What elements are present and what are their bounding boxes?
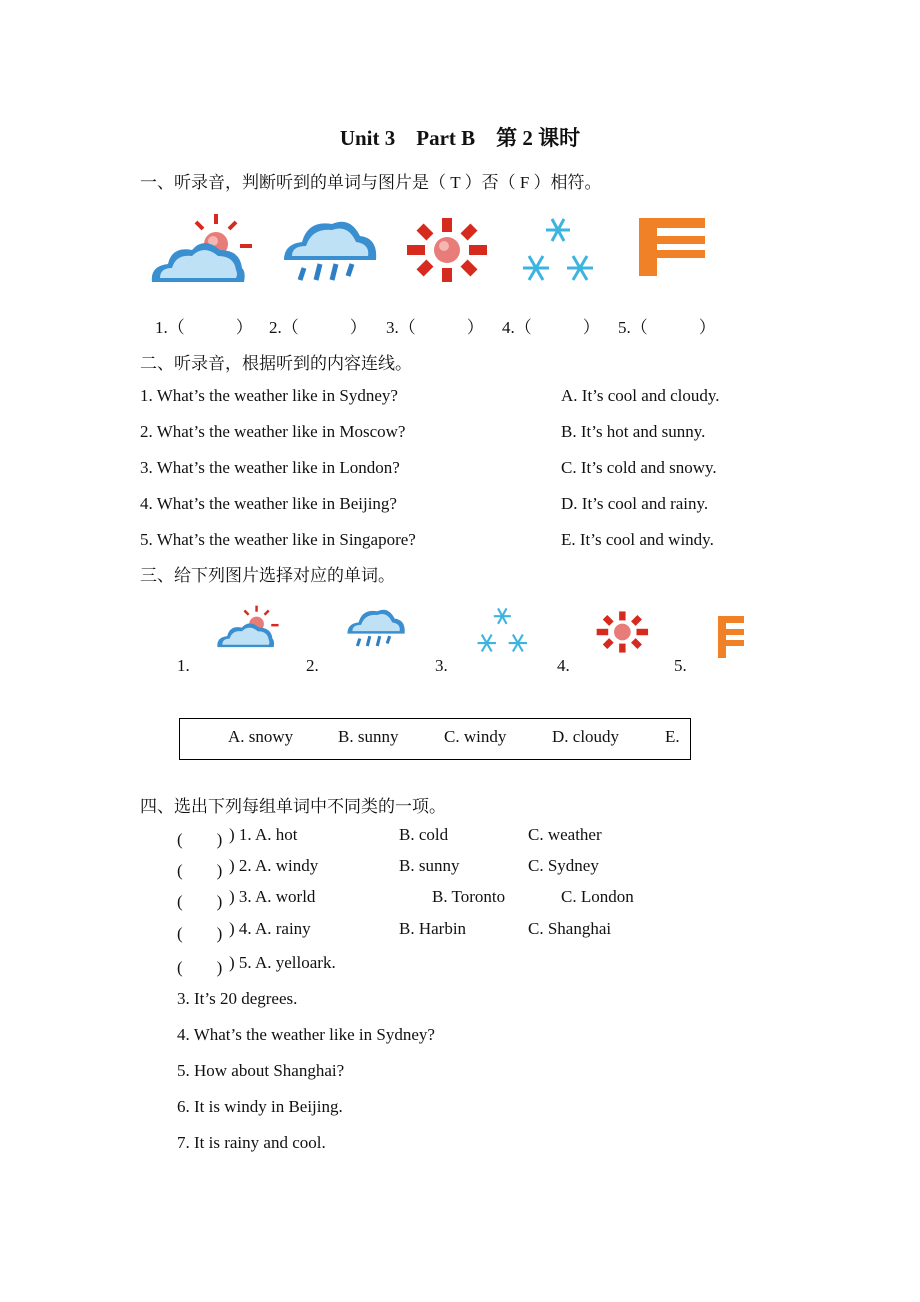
section-1-heading: 一、听录音，判断听到的单词与图片是（ T ）否（ F ）相符。	[140, 173, 602, 192]
option-e: E.	[665, 727, 680, 746]
answer-a: A. It’s cool and cloudy.	[561, 386, 720, 405]
answer-blank-4[interactable]: 4.（ ）	[502, 318, 600, 337]
wind-flag-icon	[638, 218, 706, 278]
wind-flag-icon	[718, 614, 746, 660]
question-5: 5. What’s the weather like in Singapore?	[140, 530, 416, 549]
page-title: Unit 3 Part B 第 2 课时	[339, 126, 581, 150]
choice-1-b: B. cold	[399, 825, 449, 844]
choice-paren-3[interactable]: ( )	[177, 892, 223, 911]
option-c: C. windy	[444, 727, 507, 746]
choice-2-a: ) 2. A. windy	[229, 856, 319, 875]
picture-number-5: 5.	[674, 656, 687, 675]
option-d: D. cloudy	[552, 727, 620, 746]
answer-blank-2[interactable]: 2.（ ）	[269, 318, 367, 337]
choice-1-c: C. weather	[528, 825, 602, 844]
answer-blank-1[interactable]: 1.（ ）	[155, 318, 253, 337]
question-4: 4. What’s the weather like in Beijing?	[140, 494, 397, 513]
snowflakes-icon	[518, 216, 600, 286]
answer-blank-3[interactable]: 3.（ ）	[386, 318, 484, 337]
option-a: A. snowy	[228, 727, 294, 746]
choice-3-b: B. Toronto	[432, 887, 506, 906]
choice-5-a: ) 5. A. yelloark.	[229, 953, 336, 972]
text-line-6: 6. It is windy in Beijing.	[177, 1097, 343, 1116]
text-line-5: 5. How about Shanghai?	[177, 1061, 345, 1080]
choice-4-a: ) 4. A. rainy	[229, 919, 311, 938]
picture-number-4: 4.	[557, 656, 570, 675]
answer-blank-5[interactable]: 5.（ ）	[618, 318, 716, 337]
section-3-heading: 三、给下列图片选择对应的单词。	[140, 566, 395, 585]
question-1: 1. What’s the weather like in Sydney?	[140, 386, 398, 405]
snowflakes-icon	[474, 606, 532, 656]
answer-b: B. It’s hot and sunny.	[561, 422, 706, 441]
section-2-heading: 二、听录音，根据听到的内容连线。	[140, 354, 412, 373]
rain-cloud-icon	[346, 605, 406, 651]
choice-4-c: C. Shanghai	[528, 919, 612, 938]
choice-paren-5[interactable]: ( )	[177, 958, 223, 977]
sun-icon	[596, 607, 650, 657]
choice-3-a: ) 3. A. world	[229, 887, 316, 906]
choice-1-a: ) 1. A. hot	[229, 825, 298, 844]
question-2: 2. What’s the weather like in Moscow?	[140, 422, 406, 441]
cloudy-sun-icon	[215, 604, 281, 650]
option-b: B. sunny	[338, 727, 399, 746]
text-line-4: 4. What’s the weather like in Sydney?	[177, 1025, 435, 1044]
picture-number-3: 3.	[435, 656, 448, 675]
picture-number-1: 1.	[177, 656, 190, 675]
text-line-3: 3. It’s 20 degrees.	[177, 989, 298, 1008]
section-4-heading: 四、选出下列每组单词中不同类的一项。	[140, 797, 446, 816]
choice-4-b: B. Harbin	[399, 919, 467, 938]
word-options-box	[179, 718, 691, 760]
answer-c: C. It’s cold and snowy.	[561, 458, 717, 477]
choice-2-c: C. Sydney	[528, 856, 599, 875]
choice-paren-2[interactable]: ( )	[177, 861, 223, 880]
choice-3-c: C. London	[561, 887, 634, 906]
picture-number-2: 2.	[306, 656, 319, 675]
answer-e: E. It’s cool and windy.	[561, 530, 714, 549]
choice-paren-1[interactable]: ( )	[177, 830, 223, 849]
rain-cloud-icon	[282, 214, 378, 288]
choice-paren-4[interactable]: ( )	[177, 924, 223, 943]
question-3: 3. What’s the weather like in London?	[140, 458, 400, 477]
answer-d: D. It’s cool and rainy.	[561, 494, 709, 513]
sun-icon	[406, 217, 490, 283]
text-line-7: 7. It is rainy and cool.	[177, 1133, 326, 1152]
choice-2-b: B. sunny	[399, 856, 460, 875]
cloudy-sun-icon	[148, 212, 256, 286]
